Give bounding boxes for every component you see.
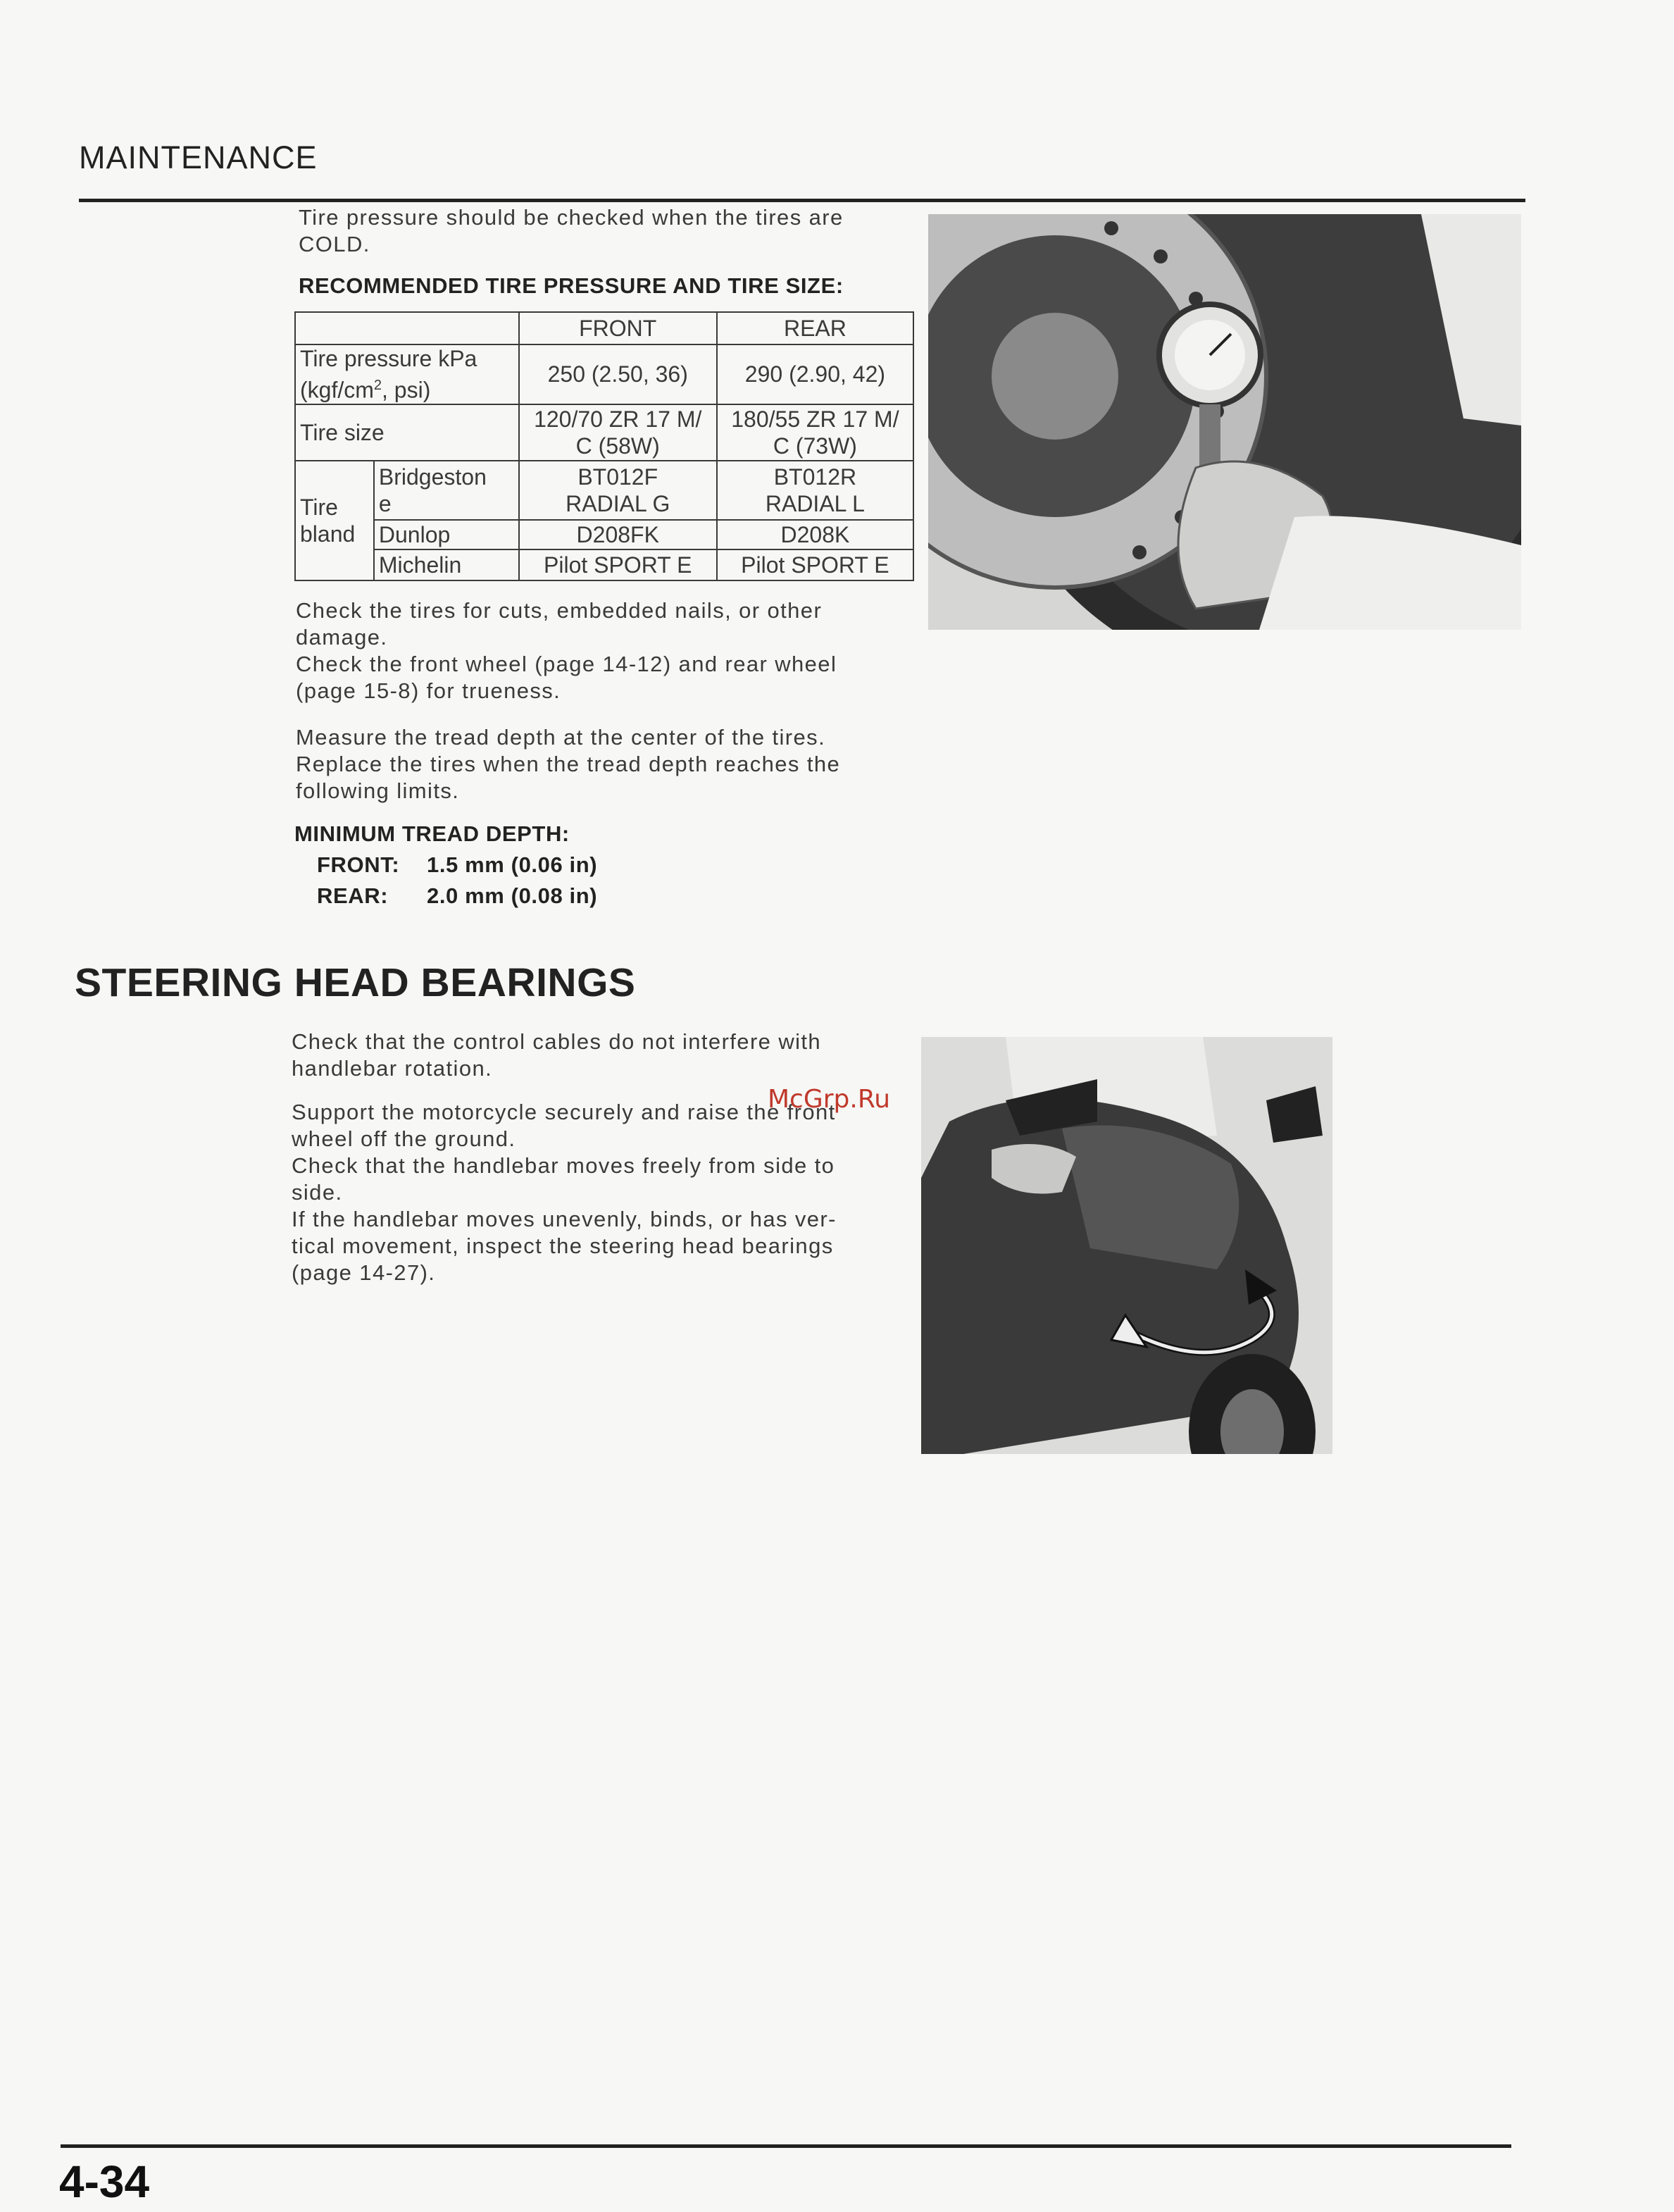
brand-michelin: Michelin: [374, 549, 519, 580]
section-header: MAINTENANCE: [79, 139, 318, 175]
table-row-size: [295, 404, 913, 461]
tire-gauge-illustration: [928, 214, 1521, 630]
table-row-dunlop: [295, 520, 913, 549]
tread-paragraph: [296, 724, 840, 804]
handlebar-illustration: [921, 1037, 1332, 1454]
dunlop-rear: D208K: [717, 520, 913, 549]
col-front: FRONT: [519, 312, 717, 344]
pressure-front: 250 (2.50, 36): [519, 344, 717, 404]
bridgestone-rear-line: BT012R: [773, 464, 857, 490]
tire-spec-table: [294, 311, 914, 581]
steering-line: If the handlebar moves unevenly, binds, or has ver-: [292, 1207, 837, 1231]
brand-label-line: bland: [300, 521, 356, 547]
steering-line: tical movement, inspect the steering head bearings: [292, 1234, 834, 1258]
handlebar-photo: [921, 1037, 1332, 1454]
brand-label-line: Tire: [300, 494, 338, 520]
dunlop-front: D208FK: [519, 520, 717, 549]
michelin-rear: Pilot SPORT E: [717, 549, 913, 580]
steering-line: Check that the control cables do not interfere with: [292, 1029, 822, 1054]
size-front-line: 120/70 ZR 17 M/: [534, 406, 702, 432]
table-corner-cell: [295, 312, 519, 344]
table-title: RECOMMENDED TIRE PRESSURE AND TIRE SIZE:: [299, 273, 844, 298]
size-rear-line: 180/55 ZR 17 M/: [731, 406, 899, 432]
pressure-rear: 290 (2.90, 42): [717, 344, 913, 404]
footer-rule: [61, 2144, 1511, 2148]
tread-rear-label: REAR:: [317, 883, 389, 908]
pressure-label-line: [300, 372, 514, 404]
brand-bridgestone: [374, 461, 519, 520]
steering-title: STEERING HEAD BEARINGS: [75, 960, 636, 1005]
watermark-text: McGrp.Ru: [768, 1085, 891, 1114]
steering-line: handlebar rotation.: [292, 1056, 493, 1081]
size-rear: [717, 404, 913, 461]
steering-line: Support the motorcycle securely and raise the front: [292, 1100, 836, 1124]
header-rule: [79, 199, 1525, 202]
brand-dunlop: Dunlop: [374, 520, 519, 549]
pressure-label-line: Tire pressure kPa: [300, 346, 477, 371]
michelin-front: Pilot SPORT E: [519, 549, 717, 580]
check-paragraph: [296, 597, 837, 704]
check-line: Check the tires for cuts, embedded nails, or other: [296, 598, 823, 623]
pressure-unit-sup: 2: [373, 378, 382, 393]
tread-depth-title: MINIMUM TREAD DEPTH:: [294, 821, 570, 846]
bridgestone-front-line: BT012F: [577, 464, 658, 490]
steering-paragraph-2: [292, 1099, 837, 1286]
tread-line: Replace the tires when the tread depth reaches the: [296, 752, 841, 776]
steering-line: (page 14-27).: [292, 1260, 436, 1285]
table-row-pressure: [295, 344, 913, 404]
steering-line: Check that the handlebar moves freely from side to: [292, 1153, 835, 1178]
brand-bridgestone-line: e: [378, 490, 392, 516]
brand-label: [295, 461, 374, 580]
bridgestone-front-line: RADIAL G: [566, 490, 670, 516]
tread-line: following limits.: [296, 778, 460, 803]
check-line: Check the front wheel (page 14-12) and rear wheel: [296, 652, 837, 676]
intro-paragraph: [299, 204, 844, 258]
table-row-michelin: [295, 549, 913, 580]
check-line: (page 15-8) for trueness.: [296, 678, 561, 703]
tread-rear-value: 2.0 mm (0.08 in): [427, 883, 598, 908]
steering-paragraph-1: [292, 1029, 821, 1082]
steering-line: side.: [292, 1180, 343, 1205]
intro-line: COLD.: [299, 232, 370, 256]
size-rear-line: C (73W): [773, 433, 857, 459]
tire-gauge-photo: [928, 214, 1521, 630]
size-label: Tire size: [295, 404, 519, 461]
table-header-row: [295, 312, 913, 344]
check-line: damage.: [296, 625, 388, 650]
tread-front-value: 1.5 mm (0.06 in): [427, 852, 598, 877]
pressure-label: [295, 344, 519, 404]
pressure-unit: (kgf/cm: [300, 377, 374, 403]
bridgestone-rear-line: RADIAL L: [765, 490, 865, 516]
tread-line: Measure the tread depth at the center of the tires.: [296, 725, 826, 750]
table-row-bridgestone: [295, 461, 913, 520]
brand-bridgestone-line: Bridgeston: [378, 464, 487, 490]
steering-line: wheel off the ground.: [292, 1126, 516, 1151]
bridgestone-rear: [717, 461, 913, 520]
tread-front-label: FRONT:: [317, 852, 400, 877]
intro-line: Tire pressure should be checked when the tires are: [299, 205, 844, 230]
bridgestone-front: [519, 461, 717, 520]
size-front: [519, 404, 717, 461]
size-front-line: C (58W): [575, 433, 660, 459]
pressure-unit-post: , psi): [382, 377, 431, 403]
col-rear: REAR: [717, 312, 913, 344]
page-number: 4-34: [59, 2156, 150, 2207]
